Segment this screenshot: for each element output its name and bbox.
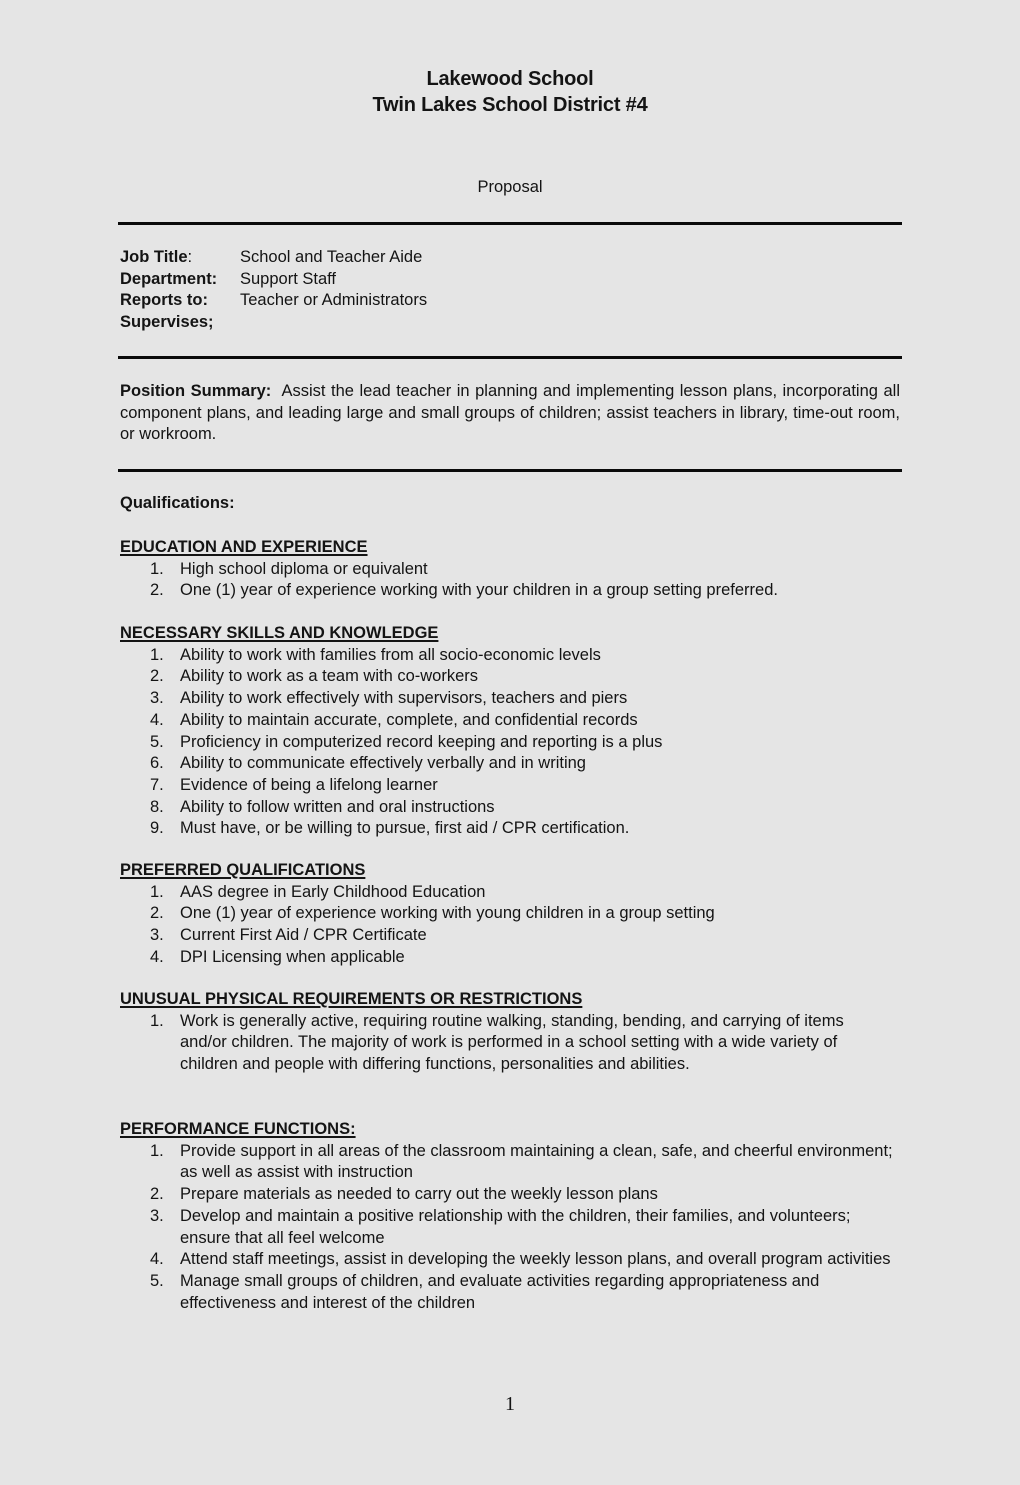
qualifications-title: Qualifications: bbox=[120, 494, 235, 512]
list-item: 9. Must have, or be willing to pursue, first aid / CPR certification. bbox=[150, 819, 630, 838]
supervises-label: Supervises; bbox=[120, 313, 214, 332]
position-summary bbox=[120, 381, 900, 446]
list-item: 4. Attend staff meetings, assist in developing the weekly lesson plans, and overall program activities bbox=[150, 1250, 891, 1269]
list-item: 8. Ability to follow written and oral instructions bbox=[150, 797, 495, 816]
department-label: Department: bbox=[120, 269, 218, 288]
list-item: 4. DPI Licensing when applicable bbox=[150, 947, 405, 966]
section-preferred-qualifications bbox=[120, 860, 910, 969]
list-item: 5. Proficiency in computerized record keeping and reporting is a plus bbox=[150, 732, 663, 751]
list-item: 7. Evidence of being a lifelong learner bbox=[150, 775, 438, 794]
list-item: 1. AAS degree in Early Childhood Education bbox=[150, 882, 486, 901]
section-heading: UNUSUAL PHYSICAL REQUIREMENTS OR RESTRICTIONS bbox=[120, 990, 583, 1008]
job-title-colon: : bbox=[187, 248, 193, 266]
supervises-row bbox=[120, 312, 427, 334]
job-title-row bbox=[120, 247, 427, 269]
section-necessary-skills bbox=[120, 623, 910, 840]
district-name: Twin Lakes School District #4 bbox=[372, 94, 648, 116]
list-item: 2. One (1) year of experience working with your children in a group setting preferred. bbox=[150, 581, 778, 600]
department-value: Support Staff bbox=[240, 269, 337, 288]
position-summary-label: Position Summary: bbox=[120, 382, 272, 400]
list-item: 6. Ability to communicate effectively verbally and in writing bbox=[150, 754, 586, 773]
section-heading: NECESSARY SKILLS AND KNOWLEDGE bbox=[120, 624, 439, 642]
section-heading: PREFERRED QUALIFICATIONS bbox=[120, 861, 366, 879]
section-physical-requirements bbox=[120, 989, 860, 1076]
position-summary-text: Assist the lead teacher in planning and implementing lesson plans, incorporating all component plans, and leading large and small groups of children; assist teachers in library, time-out room, or workroom. bbox=[120, 382, 900, 444]
job-title-label: Job Title bbox=[120, 248, 188, 266]
reports-to-label: Reports to: bbox=[120, 291, 208, 310]
list-item: 4. Ability to maintain accurate, complete, and confidential records bbox=[150, 710, 638, 729]
list-item: 3. Current First Aid / CPR Certificate bbox=[150, 926, 427, 945]
list-item: 3. Ability to work effectively with supervisors, teachers and piers bbox=[150, 689, 628, 708]
list-item: 2. Prepare materials as needed to carry out the weekly lesson plans bbox=[150, 1185, 658, 1204]
job-info bbox=[120, 247, 427, 334]
list-item: 1. Ability to work with families from all socio-economic levels bbox=[150, 645, 601, 664]
job-title-value: School and Teacher Aide bbox=[240, 248, 423, 266]
section-performance-functions bbox=[120, 1119, 910, 1314]
list-item: 1. High school diploma or equivalent bbox=[150, 559, 428, 578]
section-education-experience bbox=[120, 537, 910, 602]
page-number: 1 bbox=[505, 1393, 515, 1415]
section-heading: EDUCATION AND EXPERIENCE bbox=[120, 538, 368, 556]
school-name: Lakewood School bbox=[426, 68, 594, 90]
divider bbox=[118, 222, 902, 225]
document-type: Proposal bbox=[477, 178, 543, 196]
document-header bbox=[0, 66, 1020, 118]
reports-to-value: Teacher or Administrators bbox=[240, 291, 428, 310]
list-item: 2. Ability to work as a team with co-workers bbox=[150, 667, 479, 686]
section-heading: PERFORMANCE FUNCTIONS: bbox=[120, 1120, 356, 1138]
list-item: 1. Provide support in all areas of the classroom maintaining a clean, safe, and cheerful environment; as well as assist with instruction bbox=[150, 1141, 893, 1182]
divider bbox=[118, 469, 902, 472]
list-item: 1. Work is generally active, requiring routine walking, standing, bending, and carrying of items and/or children. The majority of work is performed in a school setting with a wide variety of children and people with differing functions, personalities and abilities. bbox=[150, 1011, 844, 1074]
department-row bbox=[120, 269, 427, 291]
reports-to-row bbox=[120, 290, 427, 312]
list-item: 2. One (1) year of experience working with young children in a group setting bbox=[150, 904, 715, 923]
list-item: 3. Develop and maintain a positive relationship with the children, their families, and volunteers; ensure that all feel welcome bbox=[150, 1206, 851, 1247]
divider bbox=[118, 356, 902, 359]
list-item: 5. Manage small groups of children, and evaluate activities regarding appropriateness and effectiveness and interest of the children bbox=[150, 1271, 820, 1312]
